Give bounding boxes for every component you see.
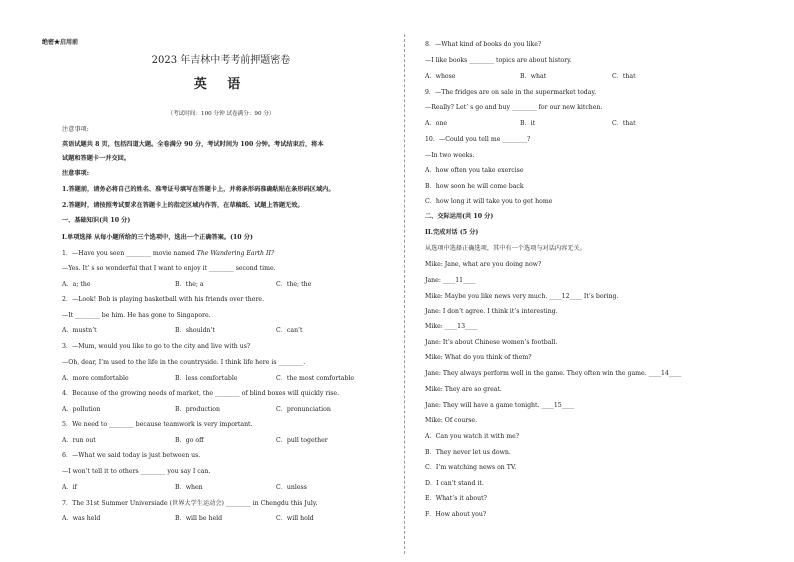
dialogue-line-5: Mike: ____13____ [425, 323, 478, 330]
question-7-option-c[interactable]: C．will hold [276, 515, 314, 522]
dialogue-line-2: Jane: ____11____ [425, 277, 476, 284]
question-8-option-c[interactable]: C．that [612, 73, 636, 80]
exam-title: 2023 年吉林中考考前押题密卷 [151, 55, 291, 66]
question-6-option-c[interactable]: C．unless [276, 484, 307, 491]
question-3-line2: —Oh, dear, I’m used to the life in the countryside. I think life here is ________. [62, 359, 306, 366]
subject-title: 英 语 [193, 77, 249, 92]
question-9-option-a[interactable]: A．one [425, 120, 448, 127]
notes-line-4: 2.答题时，请按照考试要求在答题卡上的指定区域内作答，在草稿纸、试题上答题无效。 [62, 202, 304, 209]
notes-heading: 注意事项: [62, 126, 89, 133]
question-8-stem: 8．—What kind of books do you like? [425, 41, 542, 48]
question-6-stem: 6．—What we said today is just between us. [62, 452, 201, 459]
question-2-option-c[interactable]: C．can’t [276, 327, 303, 334]
question-2-stem: 2．—Look! Bob is playing basketball with his friends over there. [62, 296, 265, 303]
section1-part-heading: I.单项选择 从每小题所给的三个选项中，选出一个正确答案。(10 分) [62, 234, 253, 241]
dialogue-line-4: Jane: I don’t agree. I think it’s interesting. [425, 308, 558, 315]
time-info: （考试时间：100 分钟 试卷满分：90 分） [167, 111, 275, 117]
dialogue-line-1: Mike: Jane, what are you doing now? [425, 261, 542, 268]
question-2-option-a[interactable]: A．mustn’t [62, 327, 97, 334]
question-5-option-c[interactable]: C．pull together [276, 437, 328, 444]
question-8-line2: —I like books ________ topics are about history. [425, 57, 572, 64]
dialogue-option-a[interactable]: A．Can you watch it with me? [425, 433, 520, 440]
question-10-option-b[interactable]: B．how soon he will come back [425, 183, 524, 190]
question-2-line2: —It ________ be him. He has gone to Singapore. [62, 312, 211, 319]
section2-part-heading: II.完成对话 (5 分) [425, 229, 479, 236]
question-3-option-c[interactable]: C．the most comfortable [276, 375, 355, 382]
question-10-option-c[interactable]: C．how long it will take you to get home [425, 198, 553, 205]
question-4-option-c[interactable]: C．pronunciation [276, 406, 331, 413]
question-4-option-a[interactable]: A．pollution [62, 406, 101, 413]
notes-heading-2: 注意事项: [62, 170, 90, 177]
question-7-option-a[interactable]: A．was held [62, 515, 101, 522]
notes-line-2: 试题和答题卡一并交回。 [62, 155, 131, 162]
question-3-stem: 3．—Mum, would you like to go to the city and live with us? [62, 343, 251, 350]
dialogue-option-f[interactable]: F．How about you? [425, 511, 487, 518]
question-2-option-b[interactable]: B．shouldn’t [175, 327, 215, 334]
question-6-option-b[interactable]: B．when [175, 484, 203, 491]
section1-heading: 一、基础知识(共 10 分) [62, 217, 131, 224]
question-9-option-b[interactable]: B．it [520, 120, 536, 127]
question-1-option-a[interactable]: A．a; the [62, 281, 91, 288]
question-1-option-b[interactable]: B．the; a [175, 281, 204, 288]
section2-instruction: 从选项中选择正确选项，其中有一个选项与对话内容无关。 [425, 245, 586, 252]
question-6-line2: —I won’t tell it to others ________ you say I can. [62, 468, 211, 475]
dialogue-line-11: Mike: Of course. [425, 417, 478, 424]
question-1-option-c[interactable]: C．the; the [276, 281, 312, 288]
dialogue-option-b[interactable]: B．They never let us down. [425, 449, 511, 456]
question-7-option-b[interactable]: B．will be held [175, 515, 223, 522]
question-1-stem: 1．—Have you seen ________ movie named The Wandering Earth II? [62, 250, 275, 257]
question-9-stem: 9．—The fridges are on sale in the supermarket today. [425, 89, 597, 96]
secret-label: 绝密★启用前 [42, 39, 79, 46]
section2-heading: 二、交际运用(共 10 分) [425, 213, 494, 220]
dialogue-line-7: Mike: What do you think of them? [425, 354, 532, 361]
dialogue-option-d[interactable]: D．I can’t stand it. [425, 480, 484, 487]
question-6-option-a[interactable]: A．if [62, 484, 77, 491]
question-10-answer: —In two weeks. [425, 152, 475, 159]
question-10-option-a[interactable]: A．how often you take exercise [425, 167, 524, 174]
notes-line-1: 英语试题共 8 页，包括四道大题。全卷满分 90 分，考试时间为 100 分钟。考试结束后，将本 [62, 141, 324, 148]
question-4-option-b[interactable]: B．production [175, 406, 220, 413]
notes-line-3: 1.答题前，请务必将自己的姓名、准考证号填写在答题卡上，并将条形码准确粘贴在条形码区域内。 [62, 186, 335, 193]
question-8-option-b[interactable]: B．what [520, 73, 547, 80]
dialogue-option-e[interactable]: E．What’s it about? [425, 495, 487, 502]
dialogue-line-8: Jane: They always perform well in the game. They often win the game. ____14____ [425, 370, 682, 377]
dialogue-line-10: Jane: They will have a game tonight. ____15____ [425, 402, 575, 409]
question-4-stem: 4．Because of the growing needs of market, the ________ of blind boxes will quickly rise. [62, 390, 340, 397]
question-9-line2: —Really? Let’ s go and buy ________ for our new kitchen. [425, 104, 603, 111]
question-9-option-c[interactable]: C．that [612, 120, 636, 127]
question-10-stem: 10．—Could you tell me ________? [425, 136, 531, 143]
dialogue-line-6: Jane: It’s about Chinese women’s football. [425, 339, 558, 346]
question-7-stem: 7．The 31st Summer Universiade (世界大学生运动会) ________ in Chengdu this July. [62, 500, 318, 507]
question-5-option-a[interactable]: A．run out [62, 437, 96, 444]
dialogue-line-3: Mike: Maybe you like news very much. ____12____ It’s boring. [425, 293, 619, 300]
question-8-option-a[interactable]: A．whose [425, 73, 456, 80]
question-5-option-b[interactable]: B．go off [175, 437, 204, 444]
column-divider [404, 34, 405, 554]
question-1-line2: —Yes. It’ s so wonderful that I want to enjoy it ________ second time. [62, 265, 276, 272]
question-3-option-b[interactable]: B．less comfortable [175, 375, 238, 382]
question-5-stem: 5．We need to ________ because teamwork is very important. [62, 421, 253, 428]
dialogue-option-c[interactable]: C．I’m watching news on TV. [425, 464, 517, 471]
question-3-option-a[interactable]: A．more comfortable [62, 375, 129, 382]
dialogue-line-9: Mike: They are so great. [425, 386, 502, 393]
